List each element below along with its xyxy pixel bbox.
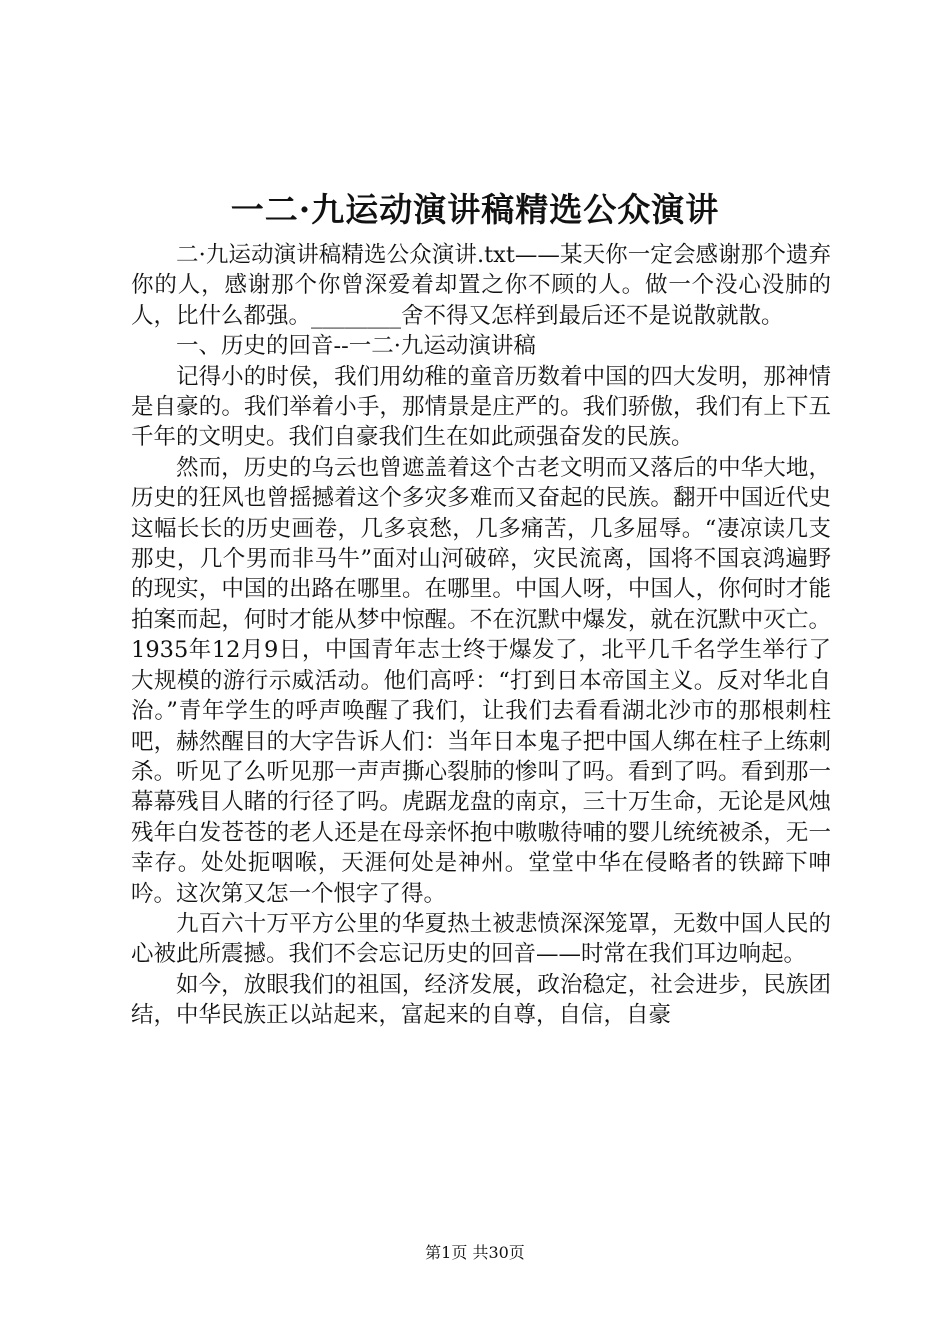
page-footer: 第1页 共30页 bbox=[425, 1243, 525, 1262]
paragraph: 然而，历史的乌云也曾遮盖着这个古老文明而又落后的中华大地，历史的狂风也曾摇撼着这个多灾多难而又奋起的民族。翻开中国近代史这幅长长的历史画卷，几多哀愁，几多痛苦，几多屈辱。“凄凉读几支那史，几个男而非马牛”面对山河破碎，灾民流离，国将不国哀鸿遍野的现实，中国的出路在哪里。在哪里。中国人呀，中国人，你何时才能拍案而起，何时才能从梦中惊醒。不在沉默中爆发，就在沉默中灭亡。1935年12月9日，中国青年志士终于爆发了，北平几千名学生举行了大规模的游行示威活动。他们高呼：“打到日本帝国主义。反对华北自治。”青年学生的呼声唤醒了我们，让我们去看看湖北沙市的那根刺柱吧，赫然醒目的大字告诉人们：当年日本鬼子把中国人绑在柱子上练刺杀。听见了么听见那一声声撕心裂肺的惨叫了吗。看到了吗。看到那一幕幕残目人睹的行径了吗。虎踞龙盘的南京，三十万生命，无论是风烛残年白发苍苍的老人还是在母亲怀抱中嗷嗷待哺的婴儿统统被杀，无一幸存。处处扼咽喉，天涯何处是神州。堂堂中华在侵略者的铁蹄下呻吟。这次第又怎一个恨字了得。 bbox=[131, 454, 831, 907]
paragraph-intro: 二·九运动演讲稿精选公众演讲.txt——某天你一定会感谢那个遗弃你的人，感谢那个你曾深爱着却置之你不顾的人。做一个没心没肺的人，比什么都强。________舍不得又怎样到最后还不是说散就散。 bbox=[131, 242, 831, 329]
paragraph: 九百六十万平方公里的华夏热土被悲愤深深笼罩，无数中国人民的心被此所震撼。我们不会忘记历史的回音——时常在我们耳边响起。 bbox=[131, 910, 831, 968]
section-heading: 一、历史的回音--一二·九运动演讲稿 bbox=[176, 333, 536, 360]
paragraph: 记得小的时侯，我们用幼稚的童音历数着中国的四大发明，那神情是自豪的。我们举着小手，那情景是庄严的。我们骄傲，我们有上下五千年的文明史。我们自豪我们生在如此顽强奋发的民族。 bbox=[131, 363, 831, 451]
document-body bbox=[131, 240, 831, 1031]
document-title: 一二·九运动演讲稿精选公众演讲 bbox=[230, 190, 720, 229]
paragraph: 如今，放眼我们的祖国，经济发展，政治稳定，社会进步，民族团结，中华民族正以站起来，富起来的自尊，自信，自豪 bbox=[131, 971, 831, 1029]
